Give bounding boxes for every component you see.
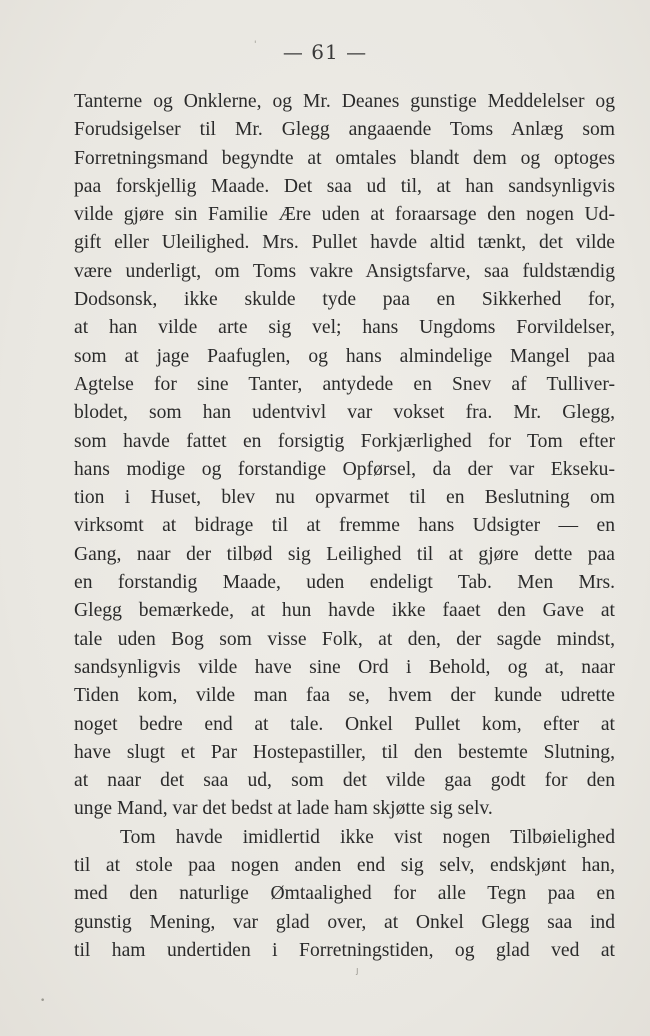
text-line: vilde gjøre sin Familie Ære uden at foraarsage den nogen Ud- — [74, 204, 615, 226]
text-line: hans modige og forstandige Opførsel, da der var Ekseku- — [74, 458, 615, 480]
text-line: Glegg bemærkede, at hun havde ikke faaet den Gave at — [74, 600, 615, 622]
text-line: en forstandig Maade, uden endeligt Tab. Men Mrs. — [74, 572, 615, 594]
text-line: gunstig Mening, var glad over, at Onkel Glegg saa ind — [74, 911, 615, 933]
page-number: — 61 — — [282, 40, 368, 64]
text-line: Tanterne og Onklerne, og Mr. Deanes gunstige Meddelelser og — [74, 91, 615, 112]
body-text — [74, 88, 615, 965]
text-line: tale uden Bog som visse Folk, at den, der sagde mindst, — [74, 628, 615, 650]
text-line: Forretningsmand begyndte at omtales blandt dem og optoges — [74, 147, 615, 169]
text-line: som at jage Paafuglen, og hans almindelige Mangel paa — [74, 345, 615, 367]
text-line: at naar det saa ud, som det vilde gaa godt for den — [74, 770, 615, 792]
text-line: gift eller Uleilighed. Mrs. Pullet havde altid tænkt, det vilde — [74, 232, 615, 254]
text-line: Forudsigelser til Mr. Glegg angaaende Toms Anlæg som — [74, 119, 615, 141]
text-line: virksomt at bidrage til at fremme hans Udsigter — en — [74, 515, 615, 537]
text-line: Agtelse for sine Tanter, antydede en Snev af Tulliver- — [74, 373, 615, 395]
text-line: sandsynligvis vilde have sine Ord i Behold, og at, naar — [74, 656, 615, 678]
text-line: noget bedre end at tale. Onkel Pullet kom, efter at — [74, 713, 615, 735]
text-line: Tiden kom, vilde man faa se, hvem der kunde udrette — [74, 685, 615, 707]
paper-speck: ' — [254, 40, 257, 50]
text-line: til at stole paa nogen anden end sig selv, endskjønt han, — [74, 855, 615, 877]
text-line: med den naturlige Ømtaalighed for alle Tegn paa en — [74, 883, 615, 905]
paragraph-end-line: unge Mand, var det bedst at lade ham skjøtte sig selv. — [74, 798, 493, 820]
text-line: tion i Huset, blev nu opvarmet til en Beslutning om — [74, 487, 615, 509]
paper-speck: • — [40, 996, 46, 1006]
text-line: Dodsonsk, ikke skulde tyde paa en Sikkerhed for, — [74, 289, 615, 311]
text-line: at han vilde arte sig vel; hans Ungdoms Forvildelser, — [74, 317, 615, 339]
text-line: som havde fattet en forsigtig Forkjærlighed for Tom efter — [74, 430, 615, 452]
text-line: blodet, som han udentvivl var vokset fra. Mr. Glegg, — [74, 402, 615, 424]
text-line: være underligt, om Toms vakre Ansigtsfarve, saa fuldstændig — [74, 260, 615, 282]
paper-speck: ȷ — [356, 966, 359, 976]
text-line: til ham undertiden i Forretningstiden, og glad ved at — [74, 939, 615, 961]
text-line: have slugt et Par Hostepastiller, til den bestemte Slutning, — [74, 741, 615, 763]
paragraph-start-line: Tom havde imidlertid ikke vist nogen Tilbøielighed — [120, 826, 615, 848]
text-line: paa forskjellig Maade. Det saa ud til, at han sandsynligvis — [74, 175, 615, 197]
text-line: Gang, naar der tilbød sig Leilighed til at gjøre dette paa — [74, 543, 615, 565]
